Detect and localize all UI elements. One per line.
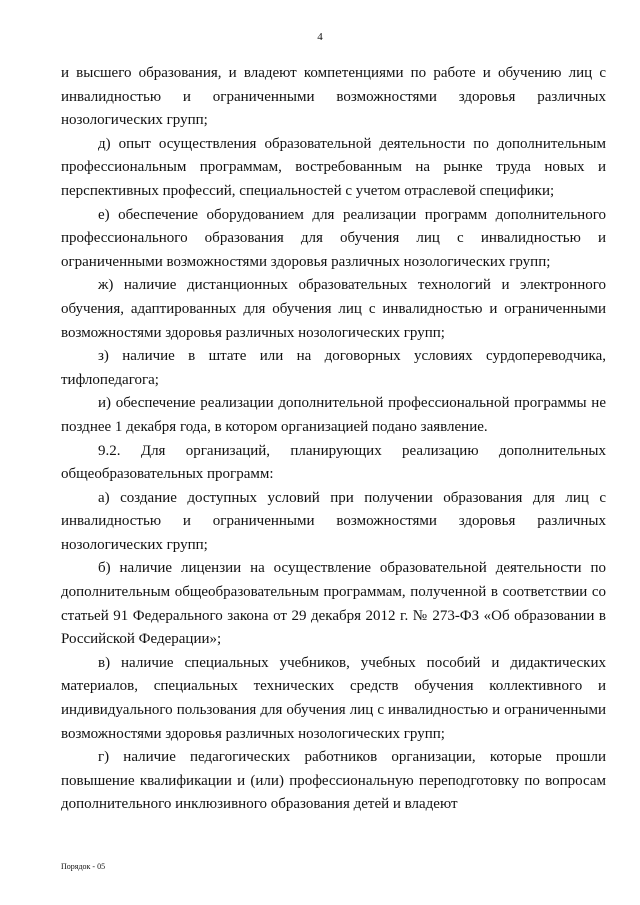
paragraph-item-zh: ж) наличие дистанционных образовательных технологий и электронного обучения, адаптированных для обучения лиц с инвалидностью и ограниченными возможностями здоровья различных нозологических групп; xyxy=(61,277,606,341)
paragraph-item-b: б) наличие лицензии на осуществление образовательной деятельности по дополнительным общеобразовательным программам, полученной в соответствии со статьей 91 Федерального закона от 29 декабря 2012 г. № 273-ФЗ «Об образовании в Российской Федерации»; xyxy=(61,560,606,648)
paragraph-section-9-2: 9.2. Для организаций, планирующих реализацию дополнительных общеобразовательных программ: xyxy=(61,442,606,483)
paragraph-item-v: в) наличие специальных учебников, учебных пособий и дидактических материалов, специальных технических средств обучения коллективного и индивидуального пользования для обучения лиц с инвалидностью и ограниченными возможностями здоровья различных нозологических групп; xyxy=(61,654,606,742)
paragraph-item-z: з) наличие в штате или на договорных условиях сурдопереводчика, тифлопедагога; xyxy=(61,348,606,388)
document-body xyxy=(61,62,606,817)
paragraph-item-e: е) обеспечение оборудованием для реализации программ дополнительного профессионального образования для обучения лиц с инвалидностью и ограниченными возможностями здоровья различных нозологических групп; xyxy=(61,206,606,270)
paragraph-item-d: д) опыт осуществления образовательной деятельности по дополнительным профессиональным программам, востребованным на рынке труда новых и перспективных профессий, специальностей с учетом отраслевой специфики; xyxy=(61,135,606,199)
footer-label: Порядок - 05 xyxy=(61,862,106,871)
paragraph-continuation: и высшего образования, и владеют компетенциями по работе и обучению лиц с инвалидностью и ограниченными возможностями здоровья различных нозологических групп; xyxy=(61,65,606,129)
paragraph-item-a: а) создание доступных условий при получении образования для лиц с инвалидностью и ограниченными возможностями здоровья различных нозологических групп; xyxy=(61,489,606,553)
paragraph-item-g: г) наличие педагогических работников организации, которые прошли повышение квалификации и (или) профессиональную переподготовку по вопросам дополнительного инклюзивного образования детей и владеют xyxy=(61,749,606,813)
paragraph-item-i: и) обеспечение реализации дополнительной профессиональной программы не позднее 1 декабря года, в котором организацией подано заявление. xyxy=(61,395,606,435)
page-number: 4 xyxy=(317,31,323,43)
